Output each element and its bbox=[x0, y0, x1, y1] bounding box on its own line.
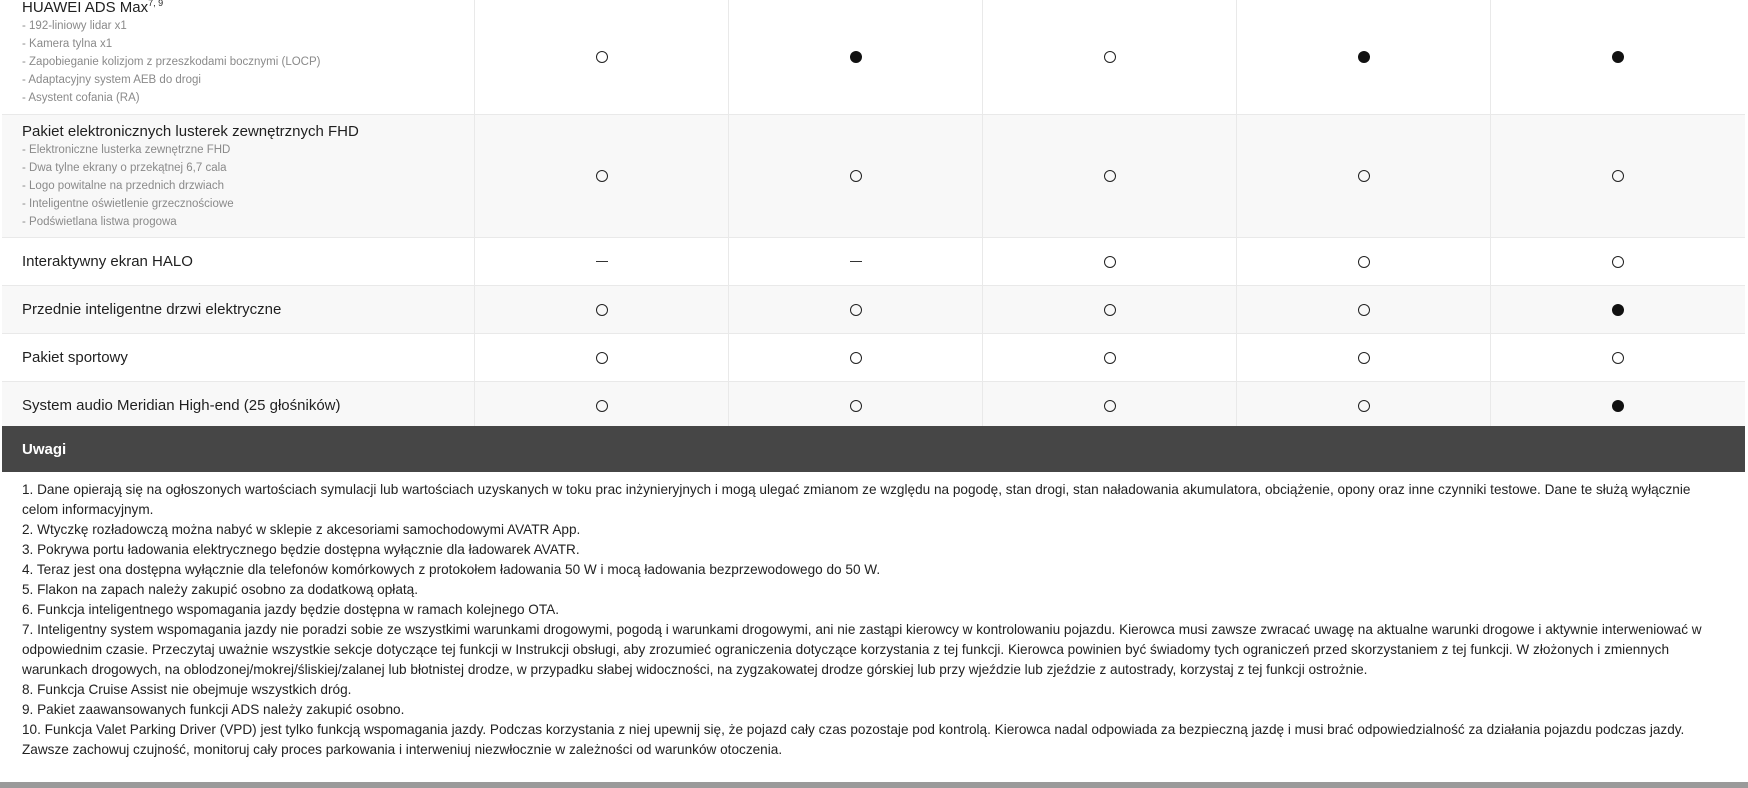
notes-list bbox=[22, 480, 1727, 760]
filled-dot-icon bbox=[1358, 51, 1370, 63]
note-item: 10. Funkcja Valet Parking Driver (VPD) jest tylko funkcją wspomagania jazdy. Podczas korzystania z niej upewnij się, że pojazd cały czas pozostaje pod kontrolą. Kierowca nadal odpowiada za bezpieczną jazdę i musi brać odpowiedzialność za działania pojazdu podczas jazdy. Zawsze zachowuj czujność, monitoruj cały proces parkowania i interweniuj niezwłocznie w zależności od warunków otoczenia. bbox=[22, 722, 1685, 757]
footnote-ref: 7, 9 bbox=[148, 0, 164, 8]
note-item: 8. Funkcja Cruise Assist nie obejmuje wszystkich dróg. bbox=[22, 682, 352, 697]
empty-circle-icon bbox=[1612, 256, 1624, 268]
value-cell bbox=[983, 115, 1237, 237]
empty-circle-icon bbox=[1104, 352, 1116, 364]
equipment-comparison-table bbox=[2, 0, 1745, 429]
empty-circle-icon bbox=[1612, 170, 1624, 182]
value-cell bbox=[983, 238, 1237, 285]
table-row bbox=[2, 382, 1745, 429]
empty-circle-icon bbox=[850, 352, 862, 364]
dash-icon bbox=[850, 261, 862, 262]
empty-circle-icon bbox=[1358, 400, 1370, 412]
empty-circle-icon bbox=[1104, 304, 1116, 316]
feature-subitem: - 192-liniowy lidar x1 bbox=[22, 20, 127, 32]
empty-circle-icon bbox=[1104, 256, 1116, 268]
note-item: 9. Pakiet zaawansowanych funkcji ADS należy zakupić osobno. bbox=[22, 702, 405, 717]
value-cell bbox=[1237, 115, 1491, 237]
value-cell bbox=[729, 238, 983, 285]
note-item: 7. Inteligentny system wspomagania jazdy nie poradzi sobie ze wszystkimi warunkami drogowymi, pogodą i warunkami drogowymi, ani nie zastąpi kierowcy w kontrolowaniu pojazdu. Kierowca musi zawsze zwracać uwagę na aktualne warunki drogowe i aktywnie interweniować w odpowiednim czasie. Przeczytaj uważnie wszystkie sekcje dotyczące tej funkcji w Instrukcji obsługi, aby zrozumieć ograniczenia dotyczące korzystania z tej funkcji. Kierowca powinien być świadomy tych ograniczeń przed skorzystaniem z tej funkcji. W złożonych i zmiennych warunkach drogowych, na oblodzonej/mokrej/śliskiej/zalanej lub błotnistej drodze, w przypadku słabej widoczności, na zygzakowatej drodze górskiej lub przy wjeździe lub zjeździe z autostrady, korzystaj z tej funkcji ostrożnie. bbox=[22, 622, 1702, 677]
feature-subitem: - Adaptacyjny system AEB do drogi bbox=[22, 74, 201, 86]
empty-circle-icon bbox=[850, 304, 862, 316]
feature-title: Pakiet sportowy bbox=[22, 349, 128, 366]
filled-dot-icon bbox=[1612, 51, 1624, 63]
value-cell bbox=[475, 382, 729, 429]
feature-subitem: - Podświetlana listwa progowa bbox=[22, 216, 177, 228]
feature-subitem: - Dwa tylne ekrany o przekątnej 6,7 cala bbox=[22, 162, 227, 174]
note-item: 3. Pokrywa portu ładowania elektrycznego będzie dostępna wyłącznie dla ładowarek AVATR. bbox=[22, 542, 580, 557]
feature-title: Interaktywny ekran HALO bbox=[22, 253, 193, 270]
empty-circle-icon bbox=[1612, 352, 1624, 364]
empty-circle-icon bbox=[596, 352, 608, 364]
value-cell bbox=[983, 0, 1237, 114]
feature-label-cell bbox=[2, 382, 475, 429]
value-cell bbox=[1237, 0, 1491, 114]
feature-subitem: - Asystent cofania (RA) bbox=[22, 92, 140, 104]
value-cell bbox=[729, 115, 983, 237]
table-row bbox=[2, 115, 1745, 238]
filled-dot-icon bbox=[850, 51, 862, 63]
feature-label-cell bbox=[2, 238, 475, 285]
empty-circle-icon bbox=[1358, 170, 1370, 182]
value-cell bbox=[1491, 115, 1745, 237]
empty-circle-icon bbox=[850, 400, 862, 412]
note-item: 6. Funkcja inteligentnego wspomagania jazdy będzie dostępna w ramach kolejnego OTA. bbox=[22, 602, 560, 617]
value-cell bbox=[1237, 286, 1491, 333]
feature-title: Pakiet elektronicznych lusterek zewnętrznych FHD bbox=[22, 123, 359, 140]
table-row bbox=[2, 0, 1745, 115]
feature-subitem: - Inteligentne oświetlenie grzecznościowe bbox=[22, 198, 234, 210]
note-item: 2. Wtyczkę rozładowczą można nabyć w sklepie z akcesoriami samochodowymi AVATR App. bbox=[22, 522, 581, 537]
empty-circle-icon bbox=[850, 170, 862, 182]
feature-subitem: - Kamera tylna x1 bbox=[22, 38, 113, 50]
value-cell bbox=[475, 115, 729, 237]
empty-circle-icon bbox=[596, 170, 608, 182]
notes-header: Uwagi bbox=[2, 426, 1745, 472]
feature-label-cell bbox=[2, 0, 475, 114]
value-cell bbox=[1237, 238, 1491, 285]
value-cell bbox=[475, 238, 729, 285]
value-cell bbox=[729, 334, 983, 381]
value-cell bbox=[1491, 334, 1745, 381]
filled-dot-icon bbox=[1612, 400, 1624, 412]
filled-dot-icon bbox=[1612, 304, 1624, 316]
empty-circle-icon bbox=[1358, 256, 1370, 268]
value-cell bbox=[1237, 334, 1491, 381]
note-item: 1. Dane opierają się na ogłoszonych wartościach symulacji lub wartościach uzyskanych w toku prac inżynieryjnych i mogą ulegać zmianom ze względu na pogodę, stan drogi, stan naładowania akumulatora, obciążenie, opony oraz inne czynniki testowe. Dane te służą wyłącznie celom informacyjnym. bbox=[22, 482, 1691, 517]
feature-subitems bbox=[22, 17, 474, 107]
value-cell bbox=[1491, 0, 1745, 114]
value-cell bbox=[1237, 382, 1491, 429]
value-cell bbox=[729, 0, 983, 114]
note-item: 4. Teraz jest ona dostępna wyłącznie dla telefonów komórkowych z protokołem ładowania 50 W i mocą ładowania bezprzewodowego do 50 W. bbox=[22, 562, 881, 577]
empty-circle-icon bbox=[1104, 170, 1116, 182]
empty-circle-icon bbox=[596, 51, 608, 63]
feature-subitems bbox=[22, 141, 474, 231]
empty-circle-icon bbox=[1358, 352, 1370, 364]
note-item: 5. Flakon na zapach należy zakupić osobno za dodatkową opłatą. bbox=[22, 582, 418, 597]
value-cell bbox=[1491, 382, 1745, 429]
table-row bbox=[2, 238, 1745, 286]
feature-subitem: - Zapobieganie kolizjom z przeszkodami bocznymi (LOCP) bbox=[22, 56, 321, 68]
feature-title: Przednie inteligentne drzwi elektryczne bbox=[22, 301, 282, 318]
empty-circle-icon bbox=[1358, 304, 1370, 316]
value-cell bbox=[1491, 286, 1745, 333]
value-cell bbox=[475, 0, 729, 114]
feature-label-cell bbox=[2, 115, 475, 237]
feature-title: HUAWEI ADS Max$^{7, 9}$ bbox=[22, 0, 164, 16]
table-row bbox=[2, 334, 1745, 382]
value-cell bbox=[983, 382, 1237, 429]
value-cell bbox=[475, 286, 729, 333]
value-cell bbox=[475, 334, 729, 381]
feature-subitem: - Logo powitalne na przednich drzwiach bbox=[22, 180, 225, 192]
feature-subitem: - Elektroniczne lusterka zewnętrzne FHD bbox=[22, 144, 231, 156]
value-cell bbox=[983, 286, 1237, 333]
empty-circle-icon bbox=[596, 304, 608, 316]
empty-circle-icon bbox=[596, 400, 608, 412]
value-cell bbox=[983, 334, 1237, 381]
table-row bbox=[2, 286, 1745, 334]
dash-icon bbox=[596, 261, 608, 262]
feature-label-cell bbox=[2, 334, 475, 381]
feature-title: System audio Meridian High-end (25 głośników) bbox=[22, 397, 341, 414]
feature-label-cell bbox=[2, 286, 475, 333]
empty-circle-icon bbox=[1104, 400, 1116, 412]
horizontal-scrollbar[interactable] bbox=[0, 782, 1748, 788]
empty-circle-icon bbox=[1104, 51, 1116, 63]
value-cell bbox=[729, 382, 983, 429]
value-cell bbox=[1491, 238, 1745, 285]
value-cell bbox=[729, 286, 983, 333]
